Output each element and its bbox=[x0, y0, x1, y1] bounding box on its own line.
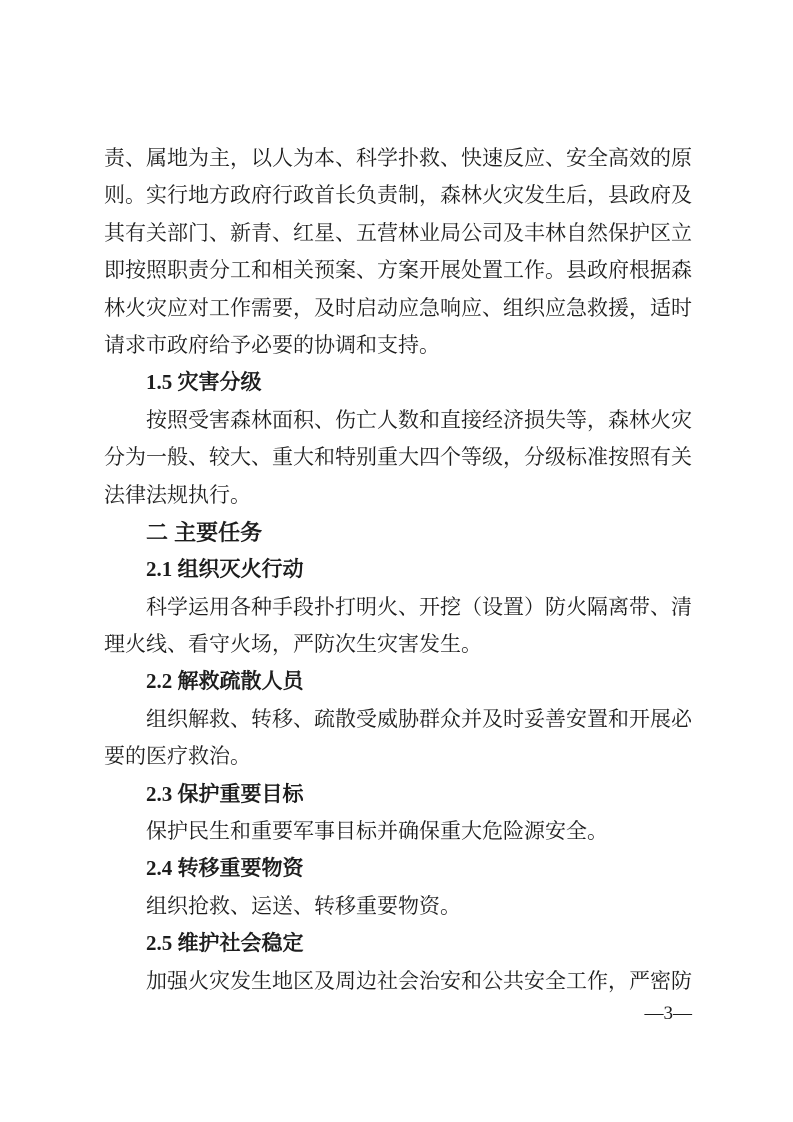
text-line: 分为一般、较大、重大和特别重大四个等级，分级标准按照有关 bbox=[104, 445, 692, 470]
text-line: 其有关部门、新青、红星、五营林业局公司及丰林自然保护区立 bbox=[104, 220, 692, 245]
text-line: 则。实行地方政府行政首长负责制，森林火灾发生后，县政府及 bbox=[104, 183, 692, 208]
text-line: 科学运用各种手段扑打明火、开挖（设置）防火隔离带、清 bbox=[146, 594, 692, 619]
section-heading: 2.5 维护社会稳定 bbox=[146, 931, 304, 956]
text-line: 组织解救、转移、疏散受威胁群众并及时妥善安置和开展必 bbox=[146, 706, 692, 731]
text-line: 加强火灾发生地区及周边社会治安和公共安全工作，严密防 bbox=[146, 968, 692, 993]
page-number: —3— bbox=[644, 1003, 692, 1024]
section-heading: 2.1 组织灭火行动 bbox=[146, 557, 304, 582]
text-line: 即按照职责分工和相关预案、方案开展处置工作。县政府根据森 bbox=[104, 258, 692, 283]
document-body bbox=[104, 140, 692, 1000]
text-line: 责、属地为主，以人为本、科学扑救、快速反应、安全高效的原 bbox=[104, 146, 692, 170]
text-line: 组织抢救、运送、转移重要物资。 bbox=[146, 893, 461, 918]
text-line: 按照受害森林面积、伤亡人数和直接经济损失等，森林火灾 bbox=[146, 407, 692, 432]
text-line: 理火线、看守火场，严防次生灾害发生。 bbox=[104, 632, 482, 657]
text-line: 保护民生和重要军事目标并确保重大危险源安全。 bbox=[146, 819, 608, 844]
text-line: 法律法规执行。 bbox=[104, 482, 251, 507]
chapter-heading: 二 主要任务 bbox=[146, 519, 263, 545]
text-line: 请求市政府给予必要的协调和支持。 bbox=[104, 332, 440, 357]
section-heading: 2.4 转移重要物资 bbox=[146, 856, 304, 881]
text-line: 林火灾应对工作需要，及时启动应急响应、组织应急救援，适时 bbox=[104, 295, 692, 320]
section-heading: 2.3 保护重要目标 bbox=[146, 781, 304, 806]
section-heading: 2.2 解救疏散人员 bbox=[146, 669, 304, 694]
text-line: 要的医疗救治。 bbox=[104, 744, 251, 769]
section-heading: 1.5 灾害分级 bbox=[146, 370, 262, 395]
